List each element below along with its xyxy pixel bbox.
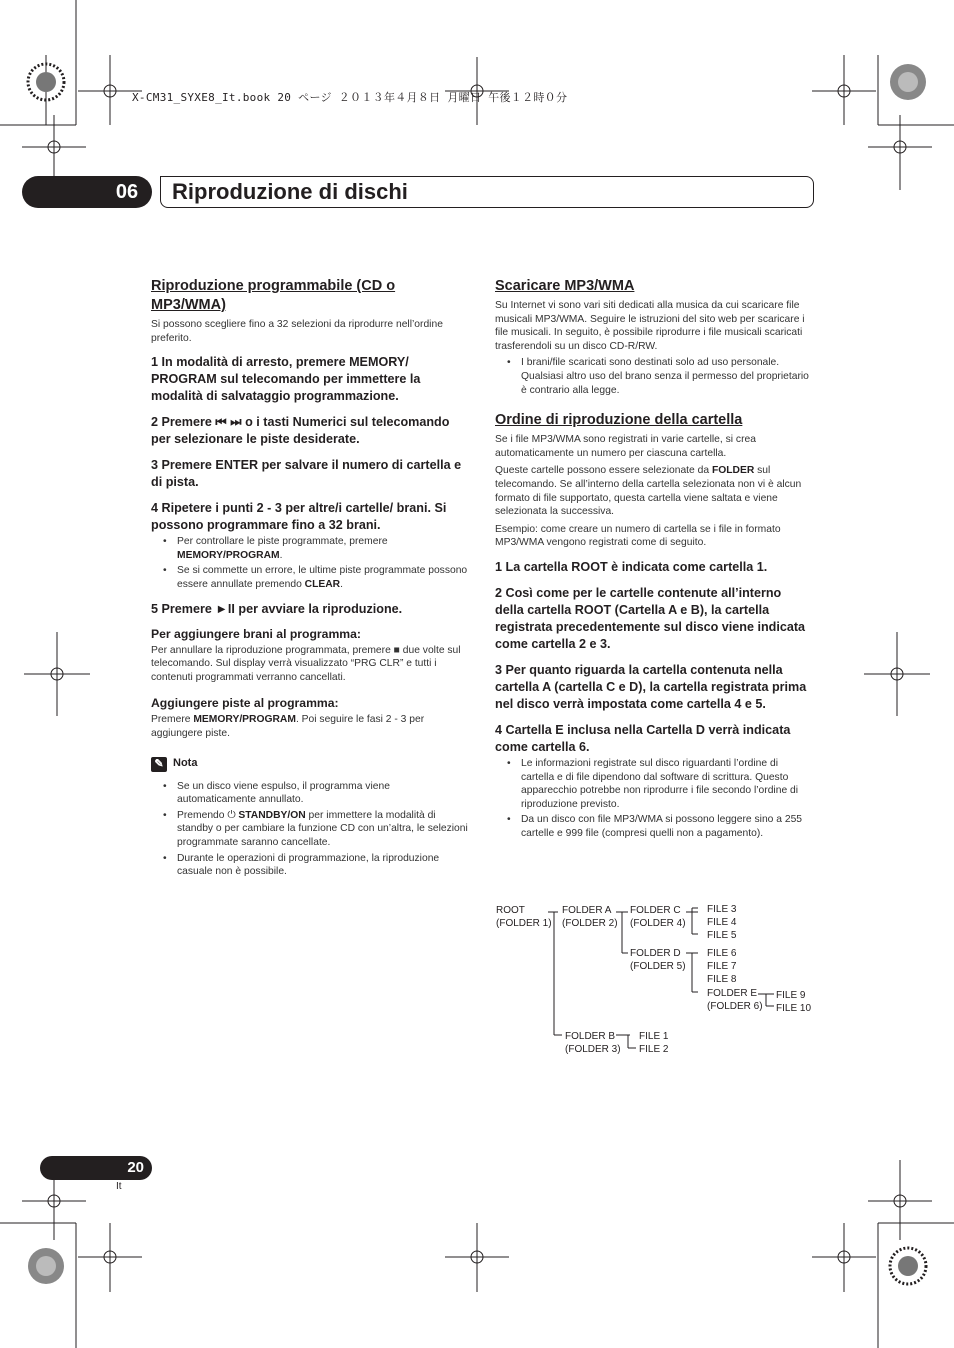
- order-step-2: 2 Così come per le cartelle contenute all’interno della cartella ROOT (Cartella A e B), la cartella registrata precedentemente sul disco viene indicata come cartella 2 e 3.: [495, 585, 806, 651]
- file-label: FILE 2: [639, 1044, 669, 1055]
- file-label: FILE 1: [639, 1031, 669, 1042]
- file-label: FILE 7: [707, 961, 737, 972]
- folder-b-label: FOLDER B: [565, 1031, 616, 1042]
- page-language: It: [116, 1181, 122, 1192]
- folder-d-label: FOLDER D: [630, 948, 681, 959]
- folder-d-number: (FOLDER 5): [630, 961, 686, 972]
- left-column: [151, 277, 471, 879]
- step-2: 2 Premere ⏮ ⏭ o i tasti Numerici sul telecomando per selezionare le piste desiderate.: [151, 415, 450, 447]
- paragraph: Se i file MP3/WMA sono registrati in varie cartelle, si crea automaticamente un numero per ciascuna cartella.: [495, 434, 756, 459]
- add-text: Per annullare la riproduzione programmata, premere ■ due volte sul telecomando. Sul display verrà visualizzato “PRG CLR” e tutti i contenuti programmati verranno cancellati.: [151, 644, 461, 683]
- piste-heading: Aggiungere piste al programma:: [151, 696, 339, 711]
- list-item: • Da un disco con file MP3/WMA si possono leggere sino a 255 cartelle e 999 file (compresi quelli non a pagamento).: [495, 813, 813, 840]
- step-3: 3 Premere ENTER per salvare il numero di cartella e di pista.: [151, 458, 462, 490]
- paragraph: Su Internet vi sono vari siti dedicati alla musica da cui scaricare file musicali MP3/WMA. Seguire le istruzioni del sito web per scaricare i file musicali. In seguito, è possibile riprodurre i file musicali scaricati trasferendoli su un disco CD-R/RW.: [495, 300, 805, 352]
- note-bullets: [151, 780, 471, 879]
- file-label: FILE 3: [707, 904, 737, 915]
- note-heading: ✎ Nota: [151, 757, 471, 772]
- order-step-4: 4 Cartella E inclusa nella Cartella D verrà indicata come cartella 6.: [495, 722, 791, 754]
- list-item: • Per controllare le piste programmate, premere MEMORY/PROGRAM.: [151, 535, 471, 562]
- print-header: X-CM31_SYXE8_It.book 20 ページ ２０１３年４月８日 月曜日 午後１２時０分: [132, 91, 568, 104]
- folder-a-number: (FOLDER 2): [562, 918, 618, 929]
- bullet-list: [495, 757, 813, 841]
- root-folder-label: ROOT: [496, 905, 525, 916]
- order-step-1: 1 La cartella ROOT è indicata come cartella 1.: [495, 559, 768, 574]
- folder-b-number: (FOLDER 3): [565, 1044, 621, 1055]
- folder-tree-diagram: [490, 898, 820, 1058]
- list-item: • I brani/file scaricati sono destinati solo ad uso personale. Qualsiasi altro uso del brano senza il permesso del proprietario è contrario alla legge.: [495, 356, 813, 397]
- list-item: • Premendo ⏻ STANDBY/ON per immettere la modalità di standby o per cambiare la funzione CD con un’altra, le selezioni programmate saranno cancellate.: [151, 809, 471, 850]
- folder-e-number: (FOLDER 6): [707, 1001, 763, 1012]
- folder-e-label: FOLDER E: [707, 988, 758, 999]
- file-label: FILE 10: [776, 1003, 812, 1014]
- intro-text: Si possono scegliere fino a 32 selezioni da riprodurre nell’ordine preferito.: [151, 319, 443, 344]
- file-label: FILE 8: [707, 974, 737, 985]
- file-label: FILE 4: [707, 917, 737, 928]
- order-step-3: 3 Per quanto riguarda la cartella contenuta nella cartella A (cartella C e D), la cartella registrata prima nel disco verrà impostata come cartella 4 e 5.: [495, 662, 807, 711]
- section-heading-mp3: Scaricare MP3/WMA: [495, 278, 635, 294]
- chapter-title: Riproduzione di dischi: [172, 179, 408, 204]
- paragraph: Queste cartelle possono essere selezionate da FOLDER sul telecomando. Se all’interno della cartella selezionata non vi è alcun formato di file supportato, questa cartella viene saltata e viene selezionata la successiva.: [495, 465, 802, 518]
- step-4-bullets: [151, 535, 471, 591]
- file-label: FILE 9: [776, 990, 806, 1001]
- folder-c-label: FOLDER C: [630, 905, 681, 916]
- section-heading: Riproduzione programmabile (CD o MP3/WMA): [151, 278, 396, 313]
- root-folder-number: (FOLDER 1): [496, 918, 552, 929]
- folder-c-number: (FOLDER 4): [630, 918, 686, 929]
- file-label: FILE 6: [707, 948, 737, 959]
- file-label: FILE 5: [707, 930, 737, 941]
- step-4: 4 Ripetere i punti 2 - 3 per altre/i cartelle/ brani. Si possono programmare fino a 32 brani.: [151, 501, 447, 533]
- list-item: • Se un disco viene espulso, il programma viene automaticamente annullato.: [151, 780, 471, 807]
- page-number: 20: [127, 1159, 144, 1176]
- section-heading-order: Ordine di riproduzione della cartella: [495, 412, 743, 429]
- piste-text: Premere MEMORY/PROGRAM. Poi seguire le fasi 2 - 3 per aggiungere piste.: [151, 714, 425, 739]
- step-5: 5 Premere ►II per avviare la riproduzione.: [151, 601, 403, 616]
- list-item: • Se si commette un errore, le ultime piste programmate possono essere annullate premendo CLEAR.: [151, 564, 471, 591]
- step-1: 1 In modalità di arresto, premere MEMORY/ PROGRAM sul telecomando per immettere la modalità di salvataggio programmazione.: [151, 355, 421, 404]
- right-column: [495, 277, 813, 840]
- chapter-number: 06: [115, 181, 139, 203]
- bullet-list: [495, 356, 813, 397]
- list-item: • Durante le operazioni di programmazione, la riproduzione casuale non è possibile.: [151, 852, 471, 879]
- paragraph: Esempio: come creare un numero di cartella se i file in formato MP3/WMA vengono registrati come di seguito.: [495, 523, 781, 549]
- list-item: • Le informazioni registrate sul disco riguardanti l’ordine di cartella e di file dipendono dal software di scrittura. Questo apparecchio potrebbe non riprodurre i file secondo l’ordine di riproduzione previsto.: [495, 757, 813, 811]
- pencil-icon: ✎: [151, 757, 167, 772]
- folder-a-label: FOLDER A: [562, 905, 612, 916]
- add-heading: Per aggiungere brani al programma:: [151, 626, 361, 641]
